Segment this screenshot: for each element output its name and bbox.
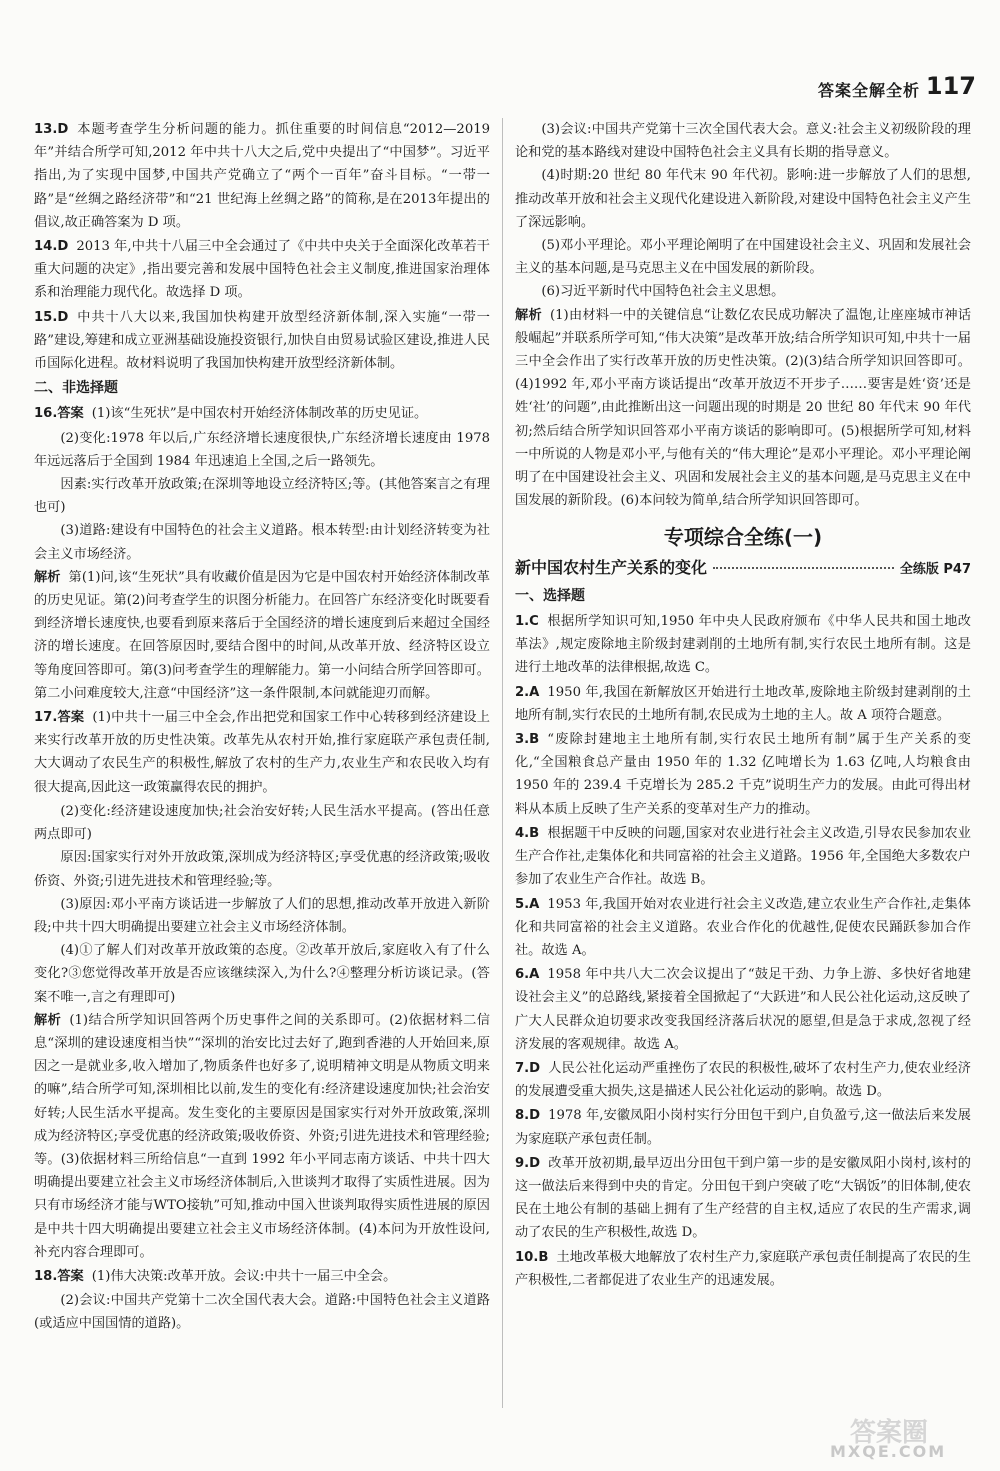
- answer-16: 16.答案 (1)该“生死状”是中国农村开始经济体制改革的历史见证。 (2)变化:1978 年以后,广东经济增长速度很快,广东经济增长速度由 1978 年远远落后于全国到 1984 年迅速追上全国,之后一路领先。 因素:实行改革开放政策;在深圳等地设立经济特区;等。(其他答案言之有理也可) (3)道路:建设有中国特色的社会主义道路。根本转型:由计划经济转变为社会主义市场经济。 解析 第(1)问,该“生死状”具有收藏价值是因为它是中国农村开始经济体制改革的历史见证。第(2)问考查学生的识图分析能力。在回答广东经济变化时既要看到经济增长速度快,也要看到原来落后于全国经济的增长速度到后来超过全国经济的增长速度。在回答原因时,要结合图中的时间,从改革开放、经济特区设立等角度回答即可。第(3)问考查学生的理解能力。第一小问结合所学回答即可。第二小问难度较大,注意“中国经济”这一条件限制,本问就能迎刃而解。: [34, 402, 490, 705]
- analysis-17: 解析 (1)结合所学知识回答两个历史事件之间的关系即可。(2)依据材料二信息“深圳的建设速度相当快”“深圳的治安比过去好了,跑到香港的人开始回来,原因之一是就业多,收入增加了,物质条件也好多了,说明精神文明是从物质文明来的嘛”,结合所学可知,深圳相比以前,发生的变化有:经济建设速度加快;社会治安好转;人民生活水平提高。发生变化的主要原因是国家实行对外开放政策,深圳成为经济特区;享受优惠的经济政策;吸收侨资、外资;引进先进技术和管理经验;等。(3)依据材料三所给信息“一直到 1992 年小平同志南方谈话、中共十四大明确提出要建立社会主义市场经济体制后,入世谈判才取得了实质性进展。因为只有市场经济才能与WTO接轨”可知,推动中国入世谈判取得实质性进展的原因是中共十四大明确提出要建立社会主义市场经济体制。(4)本问为开放性设问,补充内容合理即可。: [34, 1012, 490, 1260]
- column-divider: [502, 118, 503, 1408]
- topic-title: 新中国农村生产关系的变化: [515, 557, 708, 577]
- page-number: 117: [925, 72, 976, 100]
- answer-9: 9.D 改革开放初期,最早迈出分田包干到户第一步的是安徽凤阳小岗村,该村的这一做法后来得到中央的肯定。分田包干到户突破了吃“大锅饭”的旧体制,使农民在土地公有制的基础上拥有了生产经营的自主权,适应了农民的生产需求,调动了农民的生产积极性,故选 D。: [515, 1155, 971, 1241]
- answer-3: 3.B “废除封建地主土地所有制,实行农民土地所有制”属于生产关系的变化,“全国粮食总产量由 1950 年的 1.32 亿吨增长为 1.63 亿吨,人均粮食由 1950 年的 239.4 千克增长为 285.2 千克”说明生产力的发展。由此可得出材料从本质上反映了生产关系的变革对生产力的推动。: [515, 732, 971, 817]
- answer-14: 14.D 2013 年,中共十八届三中全会通过了《中共中央关于全面深化改革若干重大问题的决定》,指出要完善和发展中国特色社会主义制度,推进国家治理体系和治理能力现代化。故选择 D 项。: [34, 239, 490, 301]
- answer-5: 5.A 1953 年,我国开始对农业进行社会主义改造,建立农业生产合作社,走集体化和共同富裕的社会主义道路。农业合作化的优越性,促使农民踊跃参加合作社。故选 A。: [515, 896, 971, 958]
- left-column: [34, 118, 490, 1336]
- answer-1: 1.C 根据所学知识可知,1950 年中央人民政府颁布《中华人民共和国土地改革法》,规定废除地主阶级封建剥削的土地所有制,实行农民土地所有制。这是进行土地改革的法律根据,故选 C。: [515, 614, 971, 676]
- running-title: 答案全解全析: [817, 81, 920, 100]
- page-header: [0, 0, 1000, 112]
- answer-18: 18.答案 (1)伟大决策:改革开放。会议:中共十一届三中全会。 (2)会议:中国共产党第十二次全国代表大会。道路:中国特色社会主义道路(或适应中国国情的道路)。: [34, 1268, 490, 1332]
- right-column: [515, 118, 971, 1293]
- watermark-mark: 答案圈: [850, 1418, 929, 1448]
- answer-17: 17.答案 (1)中共十一届三中全会,作出把党和国家工作中心转移到经济建设上来实行改革开放的历史性决策。改革先从农村开始,推行家庭联产承包责任制,大大调动了农民生产的积极性,解放了农村的生产力,农业生产和农民收入均有很大提高,因此这一政策赢得农民的拥护。 (2)变化:经济建设速度加快;社会治安好转;人民生活水平提高。(答出任意两点即可) 原因:国家实行对外开放政策,深圳成为经济特区;享受优惠的经济政策;吸收侨资、外资;引进先进技术和管理经验;等。 (3)原因:邓小平南方谈话进一步解放了人们的思想,推动改革开放进入新阶段;中共十四大明确提出要建立社会主义市场经济体制。 (4)①了解人们对改革开放政策的态度。②改革开放后,家庭收入有了什么变化?③您觉得改革开放是否应该继续深入,为什么?④整理分析访谈记录。(答案不唯一,言之有理即可) 解析 (1)结合所学知识回答两个历史事件之间的关系即可。(2)依据材料二信息“深圳的建设速度相当快”“深圳的治安比过去好了,跑到香港的人开始回来,原因之一是就业多,收入增加了,物质条件也好多了,说明精神文明是从物质文明来的嘛”,结合所学可知,深圳相比以前,发生的变化有:经济建设速度加快;社会治安好转;人民生活水平提高。发生变化的主要原因是国家实行对外开放政策,深圳成为经济特区;享受优惠的经济政策;吸收侨资、外资;引进先进技术和管理经验;等。(3)依据材料三所给信息“一直到 1992 年小平同志南方谈话、中共十四大明确提出要建立社会主义市场经济体制后,入世谈判才取得了实质性进展。因为只有市场经济才能与WTO接轨”可知,推动中国入世谈判取得实质性进展的原因是中共十四大明确提出要建立社会主义市场经济体制。(4)本问为开放性设问,补充内容合理即可。: [34, 706, 490, 1264]
- watermark-site: MXQE.COM: [830, 1442, 947, 1461]
- answer-8: 8.D 1978 年,安徽凤阳小岗村实行分田包干到户,自负盈亏,这一做法后来发展为家庭联产承包责任制。: [515, 1108, 971, 1147]
- watermark-logo: [830, 1412, 980, 1462]
- answer-15: 15.D 中共十八大以来,我国加快构建开放型经济新体制,深入实施“一带一路”建设,筹建和成立亚洲基础设施投资银行,加快自由贸易试验区建设,推进人民币国际化进程。故材料说明了我国加快构建开放型经济新体制。: [34, 309, 490, 372]
- section-heading-choice: 一、选择题: [515, 587, 585, 604]
- answer-2: 2.A 1950 年,我国在新解放区开始进行土地改革,废除地主阶级封建剥削的土地所有制,实行农民的土地所有制,农民成为土地的主人。故 A 项符合题意。: [515, 684, 971, 723]
- analysis-18: 解析 (1)由材料一中的关键信息“让数亿农民成功解决了温饱,让座座城市神话般崛起”并联系所学可知,“伟大决策”是改革开放;结合所学知识可知,中共十一届三中全会作出了实行改革开放的历史性决策。(2)(3)结合所学知识回答即可。(4)1992 年,邓小平南方谈话提出“改革开放迈不开步子……要害是姓‘资’还是姓‘社’的问题”,由此推断出这一问题出现的时期是 20 世纪 80 年代末 90 年代初;然后结合所学知识回答邓小平南方谈话的影响即可。(5)根据所学可知,材料一中所说的人物是邓小平,与他有关的“伟大理论”是邓小平理论。邓小平理论阐明了在中国建设社会主义、巩固和发展社会主义的基本问题,是马克思主义在中国发展的新阶段。(6)本问较为简单,结合所学知识回答即可。: [515, 307, 972, 509]
- topic-page-ref: 全练版 P47: [899, 561, 971, 577]
- answer-18-continued: (3)会议:中国共产党第十三次全国代表大会。意义:社会主义初级阶段的理论和党的基本路线对建设中国特色社会主义具有长期的指导意义。 (4)时期:20 世纪 80 年代末 90 年代初。影响:进一步解放了人们的思想,推动改革开放和社会主义现代化建设进入新阶段,对建设中国特色社会主义产生了深远影响。 (5)邓小平理论。邓小平理论阐明了在中国建设社会主义、巩固和发展社会主义的基本问题,是马克思主义在中国发展的新阶段。 (6)习近平新时代中国特色社会主义思想。 解析 (1)由材料一中的关键信息“让数亿农民成功解决了温饱,让座座城市神话般崛起”并联系所学可知,“伟大决策”是改革开放;结合所学知识可知,中共十一届三中全会作出了实行改革开放的历史性决策。(2)(3)结合所学知识回答即可。(4)1992 年,邓小平南方谈话提出“改革开放迈不开步子……要害是姓‘资’还是姓‘社’的问题”,由此推断出这一问题出现的时期是 20 世纪 80 年代末 90 年代初;然后结合所学知识回答邓小平南方谈话的影响即可。(5)根据所学可知,材料一中所说的人物是邓小平,与他有关的“伟大理论”是邓小平理论。邓小平理论阐明了在中国建设社会主义、巩固和发展社会主义的基本问题,是马克思主义在中国发展的新阶段。(6)本问较为简单,结合所学知识回答即可。: [515, 118, 971, 512]
- section-heading-nonchoice: 二、非选择题: [34, 380, 118, 397]
- answer-4: 4.B 根据题干中反映的问题,国家对农业进行社会主义改造,引导农民参加农业生产合作社,走集体化和共同富裕的社会主义道路。1956 年,全国绝大多数农户参加了农业生产合作社。故选 B。: [515, 825, 971, 888]
- answer-13: 13.D 本题考查学生分析问题的能力。抓住重要的时间信息“2012—2019年”并结合所学可知,2012 年中共十八大之后,党中央提出了“中国梦”。习近平指出,为了实现中国梦,中国共产党确立了“两个一百年”奋斗目标。“一带一路”是“丝绸之路经济带”和“21 世纪海上丝绸之路”的简称,是在2013年提出的倡议,故正确答案为 D 项。: [34, 122, 490, 230]
- special-section-title: 专项综合全练(一): [663, 525, 823, 550]
- answer-7: 7.D 人民公社化运动严重挫伤了农民的积极性,破坏了农村生产力,使农业经济的发展遭受重大损失,这是描述人民公社化运动的影响。故选 D。: [515, 1060, 971, 1100]
- answer-6: 6.A 1958 年中共八大二次会议提出了“鼓足干劲、力争上游、多快好省地建设社会主义”的总路线,紧接着全国掀起了“大跃进”和人民公社化运动,这反映了广大人民群众迫切要求改变我国经济落后状况的愿望,但是急于求成,忽视了经济发展的客观规律。故选 A。: [515, 967, 971, 1052]
- analysis-16: 解析 第(1)问,该“生死状”具有收藏价值是因为它是中国农村开始经济体制改革的历史见证。第(2)问考查学生的识图分析能力。在回答广东经济变化时既要看到经济增长速度快,也要看到原来落后于全国经济的增长速度到后来超过全国经济的增长速度。在回答原因时,要结合图中的时间,从改革开放、经济特区设立等角度回答即可。第(3)问考查学生的理解能力。第一小问结合所学回答即可。第二小问难度较大,注意“中国经济”这一条件限制,本问就能迎刃而解。: [34, 569, 490, 701]
- topic-header: [515, 556, 971, 581]
- answer-10: 10.B 土地改革极大地解放了农村生产力,家庭联产承包责任制提高了农民的生产积极性,二者都促进了农业生产的迅速发展。: [515, 1249, 971, 1288]
- leader-dots: [713, 567, 894, 569]
